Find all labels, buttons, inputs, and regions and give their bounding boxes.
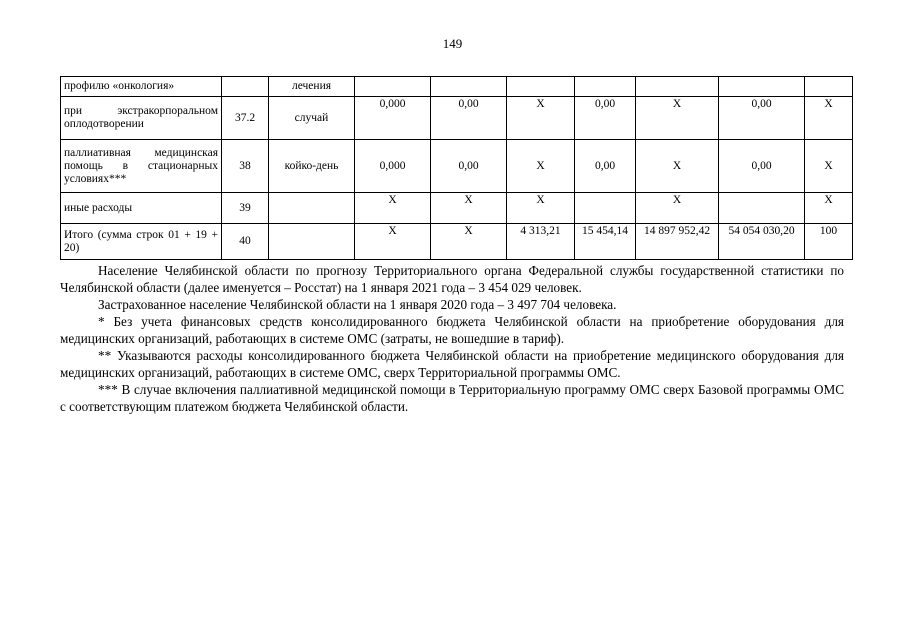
row-number [222,77,269,97]
data-table [60,76,853,260]
unit-cell: лечения [269,77,355,97]
note-paragraph: Население Челябинской области по прогнозу Территориального органа Федеральной службы государственной статистики по Челябинской области (далее именуется – Росстат) на 1 января 2021 года – 3 454 029 человек. [60,263,844,295]
value-cell: Х [507,97,575,140]
row-number: 39 [222,193,269,224]
row-label: профилю «онкология» [61,77,222,97]
value-cell: Х [805,140,853,193]
note-paragraph: *** В случае включения паллиативной медицинской помощи в Территориальную программу ОМС сверх Базовой программы ОМС с соответствующим платежом бюджета Челябинской области. [60,382,844,414]
value-cell: Х [431,224,507,260]
value-cell: 0,00 [575,140,636,193]
value-cell: 0,00 [431,140,507,193]
value-cell [355,77,431,97]
value-cell [575,77,636,97]
unit-cell: койко-день [269,140,355,193]
value-cell: 0,00 [719,140,805,193]
note-paragraph: ** Указываются расходы консолидированного бюджета Челябинской области на приобретение медицинского оборудования для медицинских организаций, работающих в системе ОМС, сверх Территориальной программы ОМС. [60,348,844,380]
value-cell: Х [507,193,575,224]
value-cell: 0,00 [719,97,805,140]
value-cell: Х [355,193,431,224]
note-paragraph: * Без учета финансовых средств консолидированного бюджета Челябинской области на приобретение оборудования для медицинских организаций, работающих в системе ОМС (затраты, не вошедшие в тариф). [60,314,844,346]
value-cell [805,77,853,97]
page-number: 149 [442,36,463,51]
value-cell [636,77,719,97]
value-cell: Х [636,140,719,193]
value-cell [575,193,636,224]
row-number: 40 [222,224,269,260]
table-row [61,140,853,193]
table-row [61,224,853,260]
unit-cell [269,193,355,224]
notes-section [60,262,844,415]
row-label: иные расходы [61,193,222,224]
unit-cell: случай [269,97,355,140]
value-cell: Х [507,140,575,193]
row-label: Итого (сумма строк 01 + 19 + 20) [61,224,222,260]
value-cell: Х [805,193,853,224]
value-cell: 100 [805,224,853,260]
value-cell: Х [431,193,507,224]
value-cell: 15 454,14 [575,224,636,260]
table-row [61,77,853,97]
value-cell: Х [355,224,431,260]
value-cell [719,193,805,224]
value-cell [507,77,575,97]
table-row [61,97,853,140]
unit-cell [269,224,355,260]
row-number: 37.2 [222,97,269,140]
note-paragraph: Застрахованное население Челябинской области на 1 января 2020 года – 3 497 704 человека. [98,297,617,312]
value-cell: 0,00 [431,97,507,140]
value-cell [719,77,805,97]
value-cell: 0,00 [575,97,636,140]
row-label: при экстракорпоральном оплодотворении [61,97,222,140]
value-cell: 54 054 030,20 [719,224,805,260]
table-row [61,193,853,224]
value-cell: 4 313,21 [507,224,575,260]
row-label: паллиативная медицинская помощь в стационарных условиях*** [61,140,222,193]
value-cell: Х [805,97,853,140]
value-cell: 14 897 952,42 [636,224,719,260]
value-cell [431,77,507,97]
value-cell: 0,000 [355,97,431,140]
value-cell: 0,000 [355,140,431,193]
row-number: 38 [222,140,269,193]
value-cell: Х [636,193,719,224]
value-cell: Х [636,97,719,140]
